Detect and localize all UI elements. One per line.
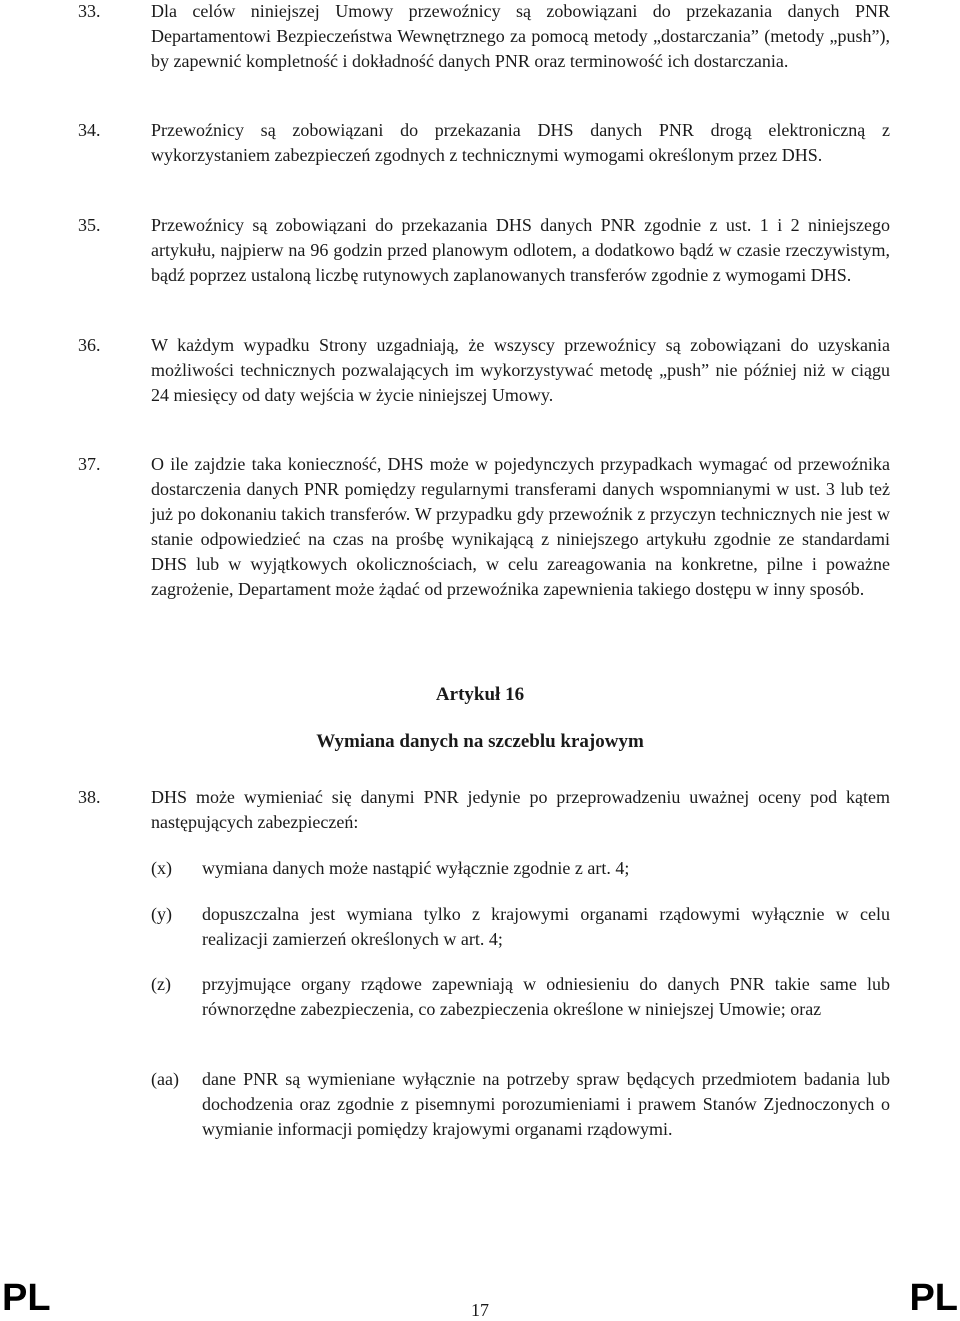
- article-subtitle: Wymiana danych na szczeblu krajowym: [316, 731, 644, 752]
- list-item-text: przyjmujące organy rządowe zapewniają w odniesieniu do danych PNR takie same lub równorzędne zabezpieczenia, co zabezpieczenia określone w niniejszej Umowie; oraz: [202, 974, 890, 1019]
- paragraph-text: W każdym wypadku Strony uzgadniają, że wszyscy przewoźnicy są zobowiązani do uzyskania możliwości technicznych pozwalających im wykorzystywać metodę „push” nie później niż w ciągu 24 miesięcy od daty wejścia w życie niniejszej Umowy.: [151, 335, 890, 405]
- paragraph-text: DHS może wymieniać się danymi PNR jedynie po przeprowadzeniu uważnej oceny pod kątem następujących zabezpieczeń:: [151, 787, 890, 832]
- footer-language-right: PL: [909, 1277, 958, 1319]
- list-item-label: (aa): [151, 1069, 179, 1089]
- list-item-label: (y): [151, 904, 172, 924]
- paragraph-number: 34.: [78, 120, 101, 140]
- footer-language-left: PL: [2, 1277, 51, 1319]
- paragraph-35: [78, 213, 890, 288]
- list-item-text: dane PNR są wymieniane wyłącznie na potrzeby spraw będących przedmiotem badania lub dochodzenia oraz zgodnie z pisemnymi porozumieniami i prawem Stanów Zjednoczonych o wymianie informacji pomiędzy krajowymi organami rządowymi.: [202, 1069, 890, 1139]
- list-item-text: wymiana danych może nastąpić wyłącznie zgodnie z art. 4;: [202, 858, 630, 878]
- list-item-z: [151, 972, 890, 1022]
- paragraph-text: O ile zajdzie taka konieczność, DHS może w pojedynczych przypadkach wymagać od przewoźnika dostarczenia danych PNR pomiędzy regularnymi transferami danych wspomnianymi w ust. 3 lub też już po dokonaniu takich transferów. W przypadku gdy przewoźnik z przyczyn technicznych nie jest w stanie odpowiedzieć na czas na prośbę wynikającą z niniejszego artykułu zgodnie ze standardami DHS lub w wyjątkowych okolicznościach, w celu zareagowania na konkretne, pilne i poważne zagrożenie, Departament może żądać od przewoźnika zapewnienia takiego dostępu w inny sposób.: [151, 454, 890, 599]
- paragraph-37: [78, 452, 890, 602]
- paragraph-36: [78, 333, 890, 408]
- paragraph-33: [78, 0, 890, 74]
- paragraph-number: 36.: [78, 335, 101, 355]
- paragraph-number: 38.: [78, 787, 101, 807]
- paragraph-text: Przewoźnicy są zobowiązani do przekazania DHS danych PNR zgodnie z ust. 1 i 2 niniejszego artykułu, najpierw na 96 godzin przed planowym odlotem, a dodatkowo bądź w czasie rzeczywistym, bądź poprzez ustaloną liczbę rutynowych zaplanowanych transferów zgodnie z wymogami DHS.: [151, 215, 890, 285]
- page-number: 17: [471, 1300, 489, 1320]
- article-title: Artykuł 16: [435, 684, 525, 705]
- paragraph-34: [78, 118, 890, 168]
- paragraph-text: Przewoźnicy są zobowiązani do przekazania DHS danych PNR drogą elektroniczną z wykorzystaniem zabezpieczeń zgodnych z technicznymi wymogami określonym przez DHS.: [151, 120, 890, 165]
- paragraph-number: 37.: [78, 454, 101, 474]
- list-item-x: [151, 856, 890, 881]
- list-item-y: [151, 902, 890, 952]
- paragraph-number: 35.: [78, 215, 101, 235]
- paragraph-38: [78, 785, 890, 835]
- paragraph-text: Dla celów niniejszej Umowy przewoźnicy są zobowiązani do przekazania danych PNR Departamentowi Bezpieczeństwa Wewnętrznego za pomocą metody „dostarczania” (metody „push”), by zapewnić kompletność i dokładność danych PNR oraz terminowość ich dostarczania.: [151, 1, 890, 71]
- list-item-text: dopuszczalna jest wymiana tylko z krajowymi organami rządowymi wyłącznie w celu realizacji zamierzeń określonych w art. 4;: [202, 904, 890, 949]
- list-item-aa: [151, 1067, 890, 1142]
- list-item-label: (z): [151, 974, 171, 994]
- paragraph-number: 33.: [78, 1, 101, 21]
- list-item-label: (x): [151, 858, 172, 878]
